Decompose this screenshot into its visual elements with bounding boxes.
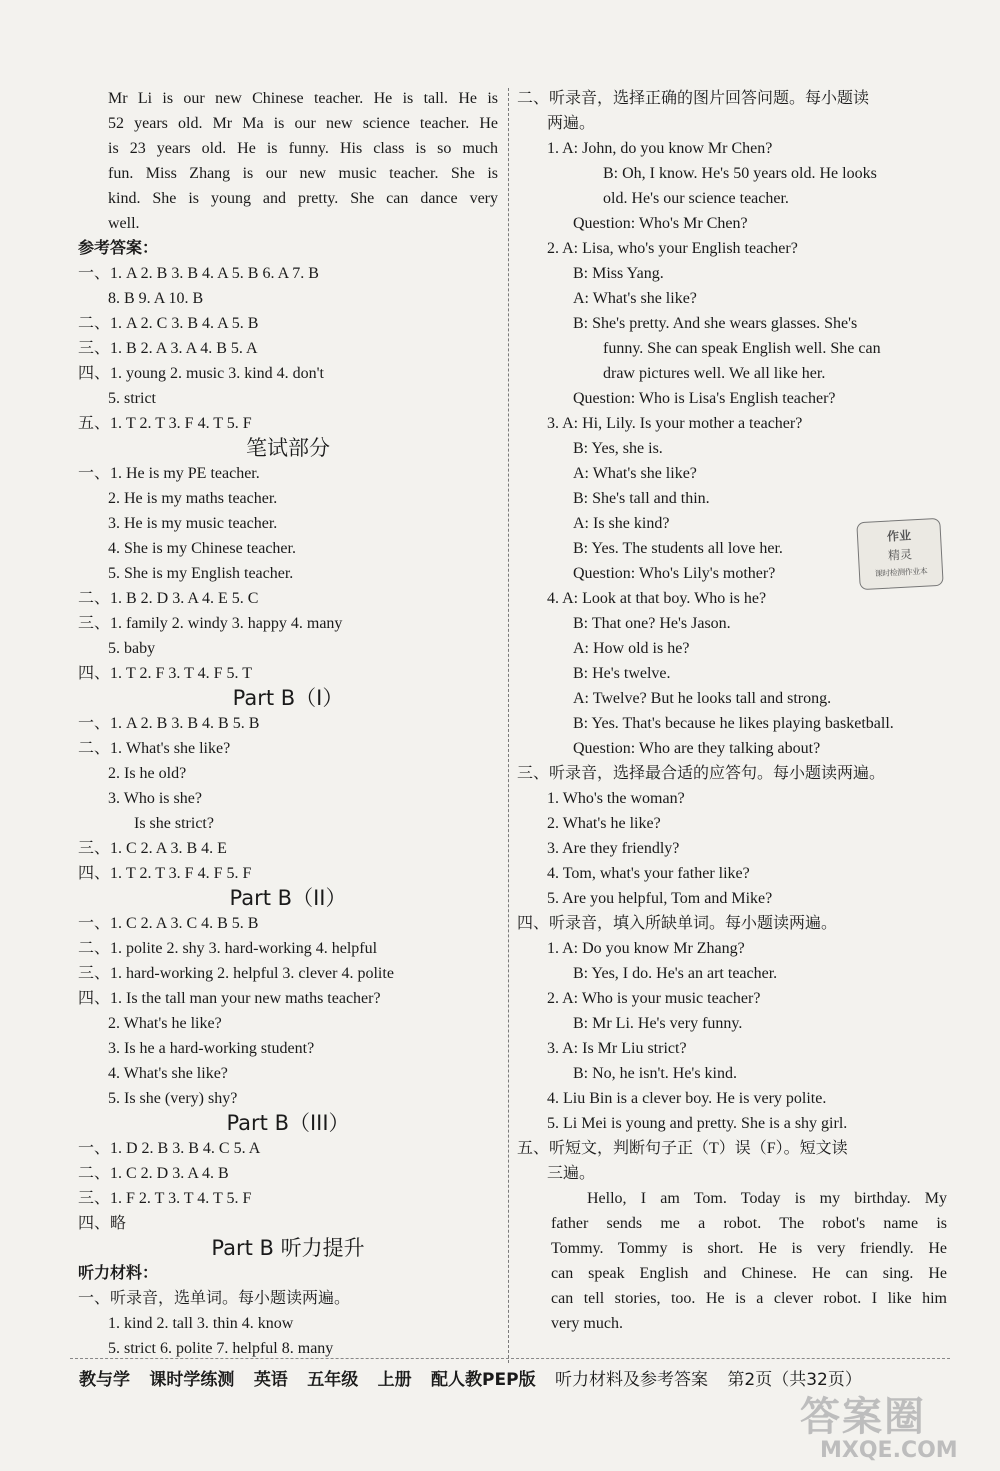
section-title: 四、听录音，填入所缺单词。每小题读两遍。 [517, 915, 838, 932]
answer-line: 一、1. D 2. B 3. B 4. C 5. A [78, 1140, 261, 1157]
answer-line: 三、1. C 2. A 3. B 4. E [78, 840, 227, 857]
homework-stamp [856, 518, 943, 590]
listening-label: 听力材料： [78, 1265, 159, 1282]
answer-line: 二、1. What's she like? [78, 740, 231, 757]
answer-line: 一、1. A 2. B 3. B 4. A 5. B 6. A 7. B [78, 265, 319, 282]
dialogue-line: 2. A: Who is your music teacher? [547, 990, 761, 1007]
dialogue-line: 5. Li Mei is young and pretty. She is a shy girl. [547, 1115, 848, 1132]
stamp-text: 精灵 [887, 547, 913, 563]
passage-line: fun. Miss Zhang is our new music teacher. She is [108, 165, 498, 182]
dialogue-line: B: She's pretty. And she wears glasses. She's [573, 315, 858, 332]
passage-line: very much. [551, 1315, 623, 1332]
passage-line: kind. She is young and pretty. She can dance very [108, 190, 498, 207]
dialogue-line: Question: Who's Mr Chen? [573, 215, 748, 232]
dialogue-line: B: Yes, I do. He's an art teacher. [573, 965, 778, 982]
dialogue-line: 1. A: Do you know Mr Zhang? [547, 940, 745, 957]
section-title: 两遍。 [547, 115, 596, 132]
column-divider [508, 88, 509, 1363]
answer-line: 四、1. T 2. T 3. F 4. F 5. F [78, 865, 252, 882]
passage-line: father sends me a robot. The robot's name is [551, 1215, 947, 1232]
answer-line: 二、1. B 2. D 3. A 4. E 5. C [78, 590, 259, 607]
section-title: 五、听短文，判断句子正（T）误（F）。短文读 [517, 1140, 848, 1157]
question-line: 3. Are they friendly? [547, 840, 680, 857]
answer-line: 二、1. A 2. C 3. B 4. A 5. B [78, 315, 259, 332]
dialogue-line: B: That one? He's Jason. [573, 615, 731, 632]
site-watermark [800, 1385, 990, 1471]
footer-edition: 配人教PEP版 [431, 1370, 536, 1390]
dialogue-line: A: How old is he? [573, 640, 690, 657]
question-line: 5. Are you helpful, Tom and Mike? [547, 890, 773, 907]
section-title: 二、听录音，选择正确的图片回答问题。每小题读 [517, 90, 870, 107]
answer-line: 5. Is she (very) shy? [108, 1090, 238, 1107]
answer-line: 3. Is he a hard-working student? [108, 1040, 315, 1057]
dialogue-line: B: Miss Yang. [573, 265, 664, 282]
passage-line: Tommy. Tommy is short. He is very friendly. He [551, 1240, 947, 1257]
section-heading-listening: Part B 听力提升 [211, 1236, 365, 1260]
passage-line: can speak English and Chinese. He can sing. He [551, 1265, 947, 1282]
answer-line: 5. strict 6. polite 7. helpful 8. many [108, 1340, 334, 1357]
answer-line: Is she strict? [134, 815, 214, 832]
answer-line: 三、1. B 2. A 3. A 4. B 5. A [78, 340, 258, 357]
passage-line: Mr Li is our new Chinese teacher. He is tall. He is [108, 90, 498, 107]
answer-line: 三、1. family 2. windy 3. happy 4. many [78, 615, 343, 632]
watermark-url: MXQE.COM [820, 1438, 958, 1463]
answer-line: 一、听录音，选单词。每小题读两遍。 [78, 1290, 351, 1307]
dialogue-line: Question: Who are they talking about? [573, 740, 821, 757]
passage-line: can tell stories, too. He is a clever robot. I like him [551, 1290, 947, 1307]
footer-series: 课时学练测 [149, 1370, 235, 1390]
section-heading-part-b2: Part B（II） [229, 886, 347, 910]
section-title: 三、听录音，选择最合适的应答句。每小题读两遍。 [517, 765, 886, 782]
footer-brand: 教与学 [79, 1370, 130, 1390]
answer-line: 5. baby [108, 640, 156, 657]
footer-volume: 上册 [377, 1370, 412, 1390]
dialogue-line: B: Yes. That's because he likes playing basketball. [573, 715, 894, 732]
answers-label: 参考答案： [78, 240, 159, 257]
dialogue-line: 2. A: Lisa, who's your English teacher? [547, 240, 798, 257]
footer-grade: 五年级 [307, 1370, 359, 1390]
answer-line: 二、1. polite 2. shy 3. hard-working 4. helpful [78, 940, 378, 957]
question-line: 2. What's he like? [547, 815, 661, 832]
right-column [517, 86, 947, 1336]
section-title: 三遍。 [547, 1165, 596, 1182]
stamp-text: 作业 [886, 528, 912, 544]
answer-line: 1. kind 2. tall 3. thin 4. know [108, 1315, 294, 1332]
answer-line: 一、1. C 2. A 3. C 4. B 5. B [78, 915, 259, 932]
dialogue-line: B: Yes. The students all love her. [573, 540, 783, 557]
answer-line: 五、1. T 2. T 3. F 4. T 5. F [78, 415, 252, 432]
answer-line: 四、1. young 2. music 3. kind 4. don't [78, 365, 324, 382]
stamp-text: 课时检测作业本 [874, 566, 928, 579]
passage-line: well. [108, 215, 140, 232]
dialogue-line: A: What's she like? [573, 290, 697, 307]
dialogue-line: funny. She can speak English well. She can [603, 340, 881, 357]
footer-subject: 英语 [253, 1370, 288, 1390]
answer-line: 2. What's he like? [108, 1015, 222, 1032]
dialogue-line: 3. A: Is Mr Liu strict? [547, 1040, 687, 1057]
section-heading-written: 笔试部分 [246, 436, 330, 460]
answer-line: 5. strict [108, 390, 156, 407]
dialogue-line: B: He's twelve. [573, 665, 671, 682]
passage-line: 52 years old. Mr Ma is our new science teacher. He [108, 115, 498, 132]
answer-line: 8. B 9. A 10. B [108, 290, 204, 307]
question-line: 1. Who's the woman? [547, 790, 685, 807]
footer-section: 听力材料及参考答案 [554, 1370, 708, 1390]
dialogue-line: draw pictures well. We all like her. [603, 365, 826, 382]
passage-line: Hello, I am Tom. Today is my birthday. My [587, 1190, 947, 1207]
dialogue-line: 3. A: Hi, Lily. Is your mother a teacher? [547, 415, 803, 432]
answer-line: 二、1. C 2. D 3. A 4. B [78, 1165, 229, 1182]
answer-line: 3. He is my music teacher. [108, 515, 278, 532]
answer-line: 3. Who is she? [108, 790, 202, 807]
footer-rule [70, 1358, 950, 1359]
dialogue-line: 4. Liu Bin is a clever boy. He is very polite. [547, 1090, 827, 1107]
answer-line: 四、1. Is the tall man your new maths teacher? [78, 990, 381, 1007]
answer-line: 三、1. F 2. T 3. T 4. T 5. F [78, 1190, 252, 1207]
watermark-text: 答案圈 [800, 1394, 926, 1440]
answer-line: 三、1. hard-working 2. helpful 3. clever 4. polite [78, 965, 394, 982]
dialogue-line: 4. A: Look at that boy. Who is he? [547, 590, 767, 607]
dialogue-line: old. He's our science teacher. [603, 190, 789, 207]
answer-line: 4. What's she like? [108, 1065, 228, 1082]
dialogue-line: B: Oh, I know. He's 50 years old. He looks [603, 165, 877, 182]
dialogue-line: B: Yes, she is. [573, 440, 663, 457]
dialogue-line: B: Mr Li. He's very funny. [573, 1015, 743, 1032]
left-column [78, 86, 498, 1361]
question-line: 4. Tom, what's your father like? [547, 865, 750, 882]
answer-line: 四、略 [78, 1215, 127, 1232]
answer-line: 四、1. T 2. F 3. T 4. F 5. T [78, 665, 252, 682]
dialogue-line: B: No, he isn't. He's kind. [573, 1065, 737, 1082]
footer-page-number: 第2页（共32页） [727, 1370, 862, 1390]
dialogue-line: A: What's she like? [573, 465, 697, 482]
dialogue-line: A: Twelve? But he looks tall and strong. [573, 690, 832, 707]
dialogue-line: Question: Who is Lisa's English teacher? [573, 390, 836, 407]
answer-line: 一、1. A 2. B 3. B 4. B 5. B [78, 715, 260, 732]
passage-line: is 23 years old. He is funny. His class is so much [108, 140, 498, 157]
dialogue-line: 1. A: John, do you know Mr Chen? [547, 140, 773, 157]
dialogue-line: A: Is she kind? [573, 515, 670, 532]
answer-line: 2. Is he old? [108, 765, 187, 782]
dialogue-line: Question: Who's Lily's mother? [573, 565, 776, 582]
answer-line: 2. He is my maths teacher. [108, 490, 278, 507]
answer-line: 5. She is my English teacher. [108, 565, 294, 582]
section-heading-part-b3: Part B（III） [226, 1111, 350, 1135]
section-heading-part-b1: Part B（I） [232, 686, 344, 710]
dialogue-line: B: She's tall and thin. [573, 490, 710, 507]
answer-line: 4. She is my Chinese teacher. [108, 540, 296, 557]
answer-line: 一、1. He is my PE teacher. [78, 465, 260, 482]
